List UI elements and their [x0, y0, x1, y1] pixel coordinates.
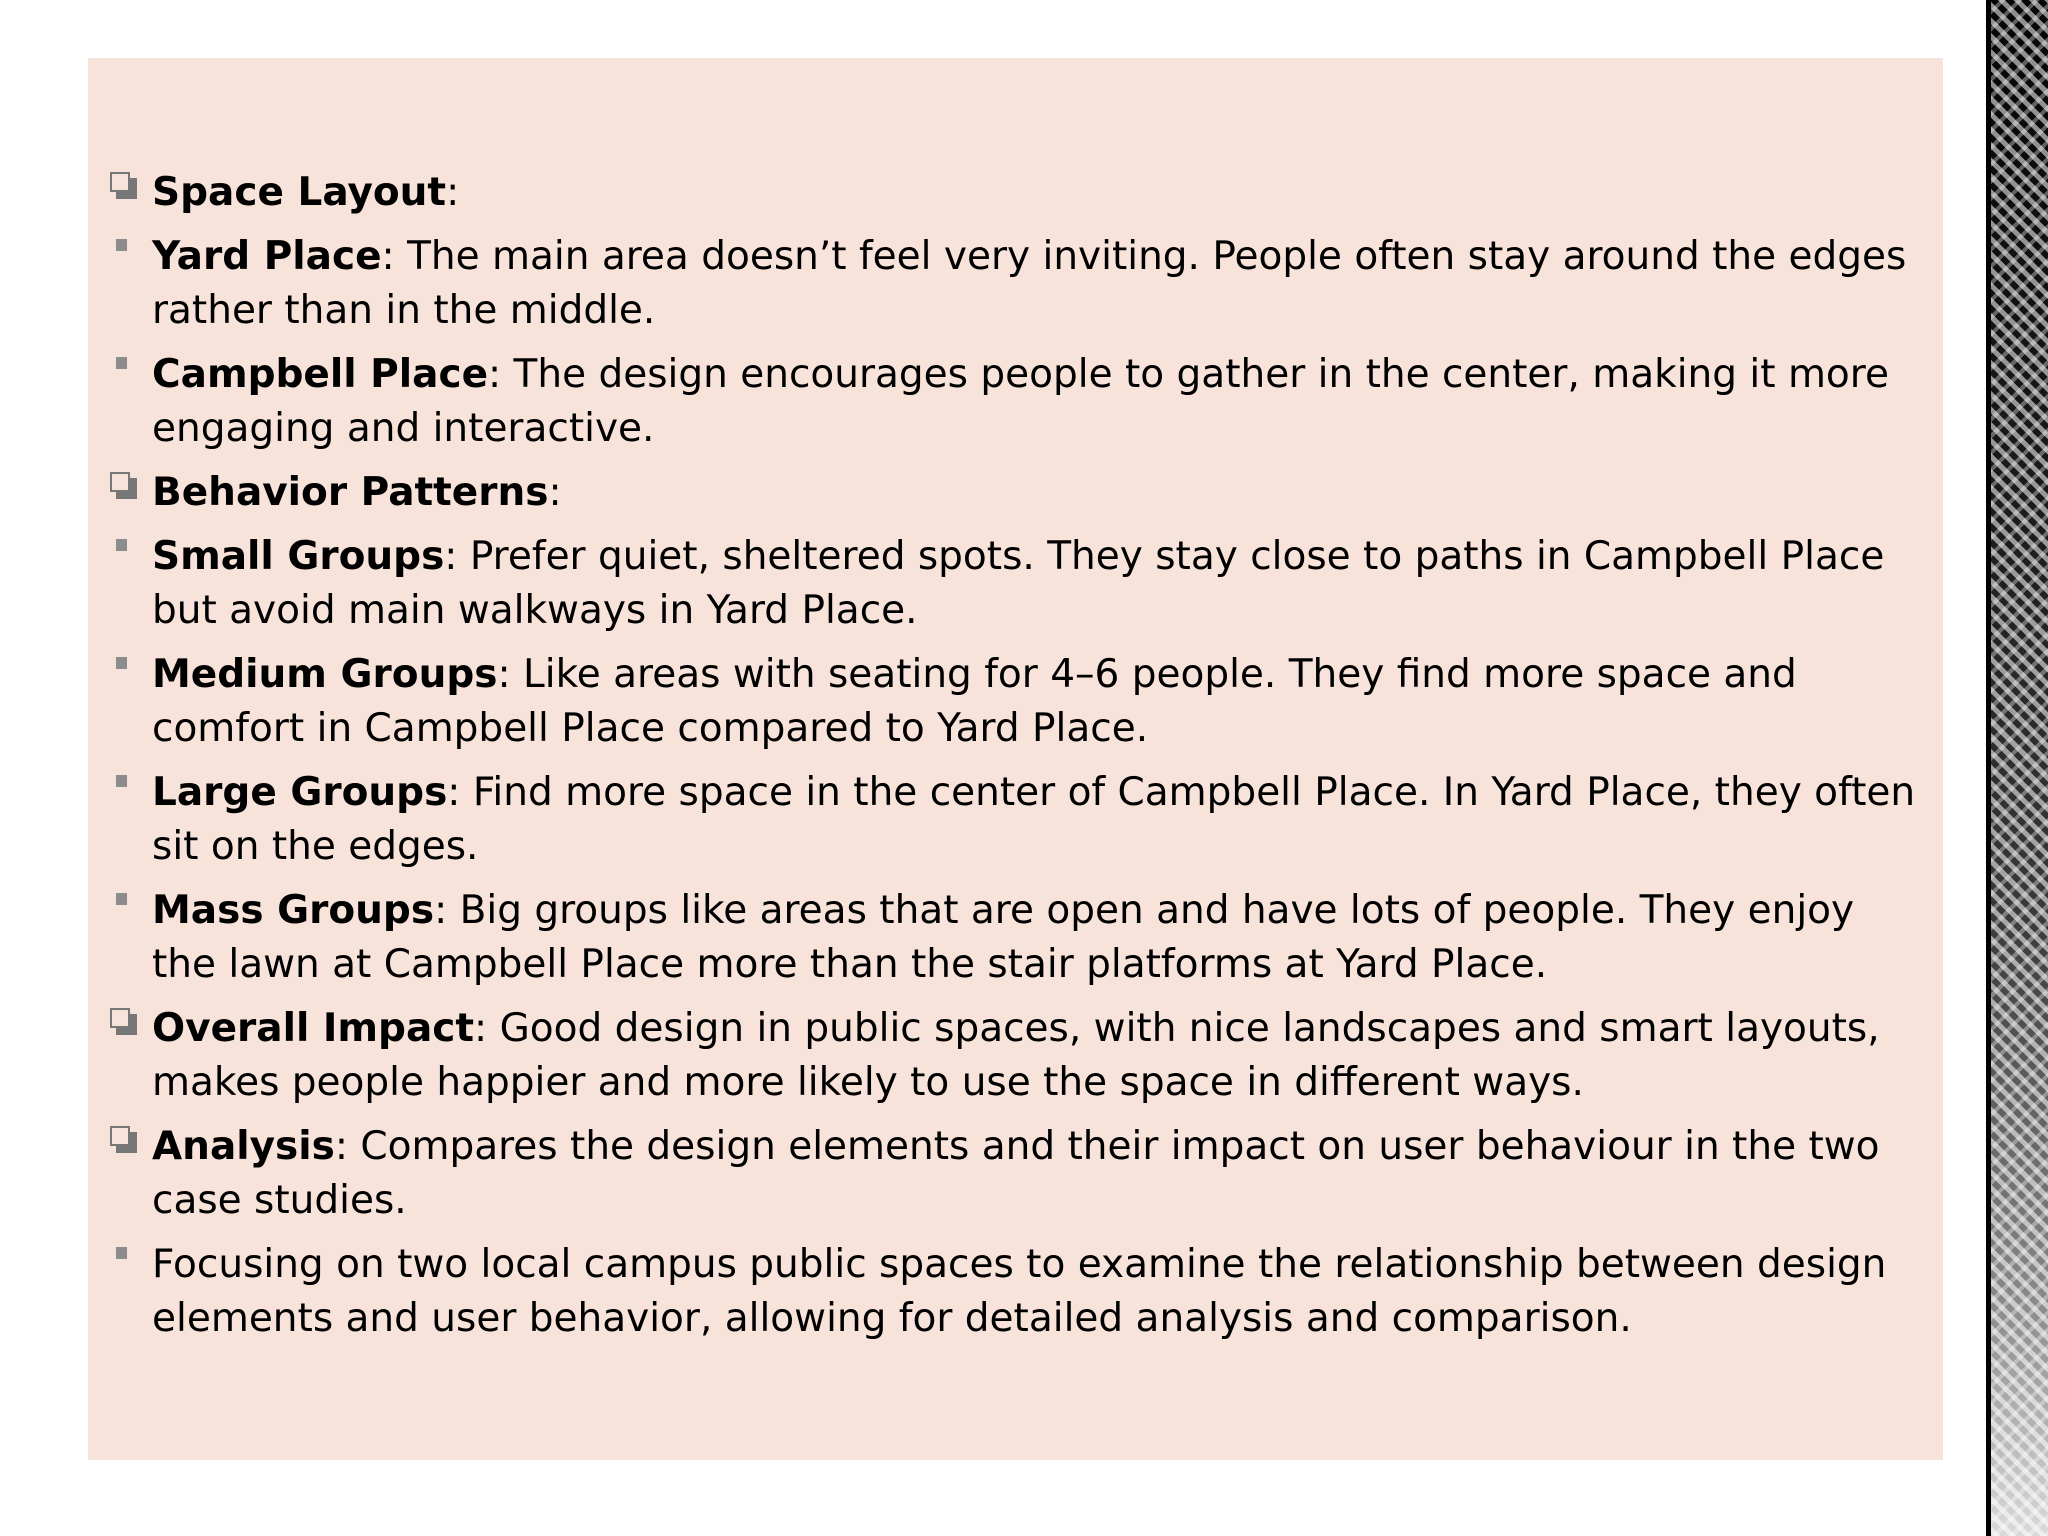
item-text: : Prefer quiet, sheltered spots. They stay close to paths in Campbell Place but avoid main walkways in Yard Place.	[152, 534, 1885, 633]
square-bullet-icon	[116, 357, 127, 369]
list-item-medium-groups	[110, 648, 1930, 756]
item-text: : Compares the design elements and their impact on user behaviour in the two case studies.	[152, 1124, 1880, 1223]
item-text: : Like areas with seating for 4–6 people. They find more space and comfort in Campbell Place compared to Yard Place.	[152, 652, 1797, 751]
item-term: Space Layout	[152, 170, 447, 215]
list-item-focusing	[110, 1238, 1930, 1346]
item-text: : Good design in public spaces, with nice landscapes and smart layouts, makes people happier and more likely to use the space in different ways.	[152, 1006, 1880, 1105]
item-text: :	[446, 170, 460, 215]
bullet-list	[110, 166, 1930, 1356]
item-text: :	[548, 470, 562, 515]
item-term: Behavior Patterns	[152, 470, 549, 515]
list-item-space-layout	[110, 166, 1930, 220]
item-text: Focusing on two local campus public spaces to examine the relationship between design elements and user behavior, allowing for detailed analysis and comparison.	[152, 1242, 1887, 1341]
list-item-overall-impact	[110, 1002, 1930, 1110]
list-item-yard-place	[110, 230, 1930, 338]
item-text: : Find more space in the center of Campbell Place. In Yard Place, they often sit on the edges.	[152, 770, 1916, 869]
content-box	[88, 58, 1943, 1460]
checkbox-bullet-icon	[110, 172, 134, 196]
item-term: Medium Groups	[152, 652, 498, 697]
list-item-large-groups	[110, 766, 1930, 874]
item-text: : The main area doesn’t feel very inviting. People often stay around the edges rather than in the middle.	[152, 234, 1907, 333]
square-bullet-icon	[116, 657, 127, 669]
item-text: : The design encourages people to gather in the center, making it more engaging and interactive.	[152, 352, 1889, 451]
checkbox-bullet-icon	[110, 1126, 134, 1150]
item-term: Analysis	[152, 1124, 335, 1169]
list-item-campbell-place	[110, 348, 1930, 456]
square-bullet-icon	[116, 893, 127, 905]
item-term: Yard Place	[152, 234, 382, 279]
square-bullet-icon	[116, 239, 127, 251]
list-item-mass-groups	[110, 884, 1930, 992]
square-bullet-icon	[116, 775, 127, 787]
square-bullet-icon	[116, 1247, 127, 1259]
item-text: : Big groups like areas that are open and have lots of people. They enjoy the lawn at Campbell Place more than the stair platforms at Yard Place.	[152, 888, 1855, 987]
checkbox-bullet-icon	[110, 472, 134, 496]
list-item-analysis	[110, 1120, 1930, 1228]
checkbox-bullet-icon	[110, 1008, 134, 1032]
decorative-side-strip	[1978, 0, 2048, 1536]
list-item-behavior-patterns	[110, 466, 1930, 520]
square-bullet-icon	[116, 539, 127, 551]
item-term: Overall Impact	[152, 1006, 475, 1051]
list-item-small-groups	[110, 530, 1930, 638]
item-term: Large Groups	[152, 770, 448, 815]
item-term: Campbell Place	[152, 352, 489, 397]
item-term: Small Groups	[152, 534, 445, 579]
item-term: Mass Groups	[152, 888, 435, 933]
